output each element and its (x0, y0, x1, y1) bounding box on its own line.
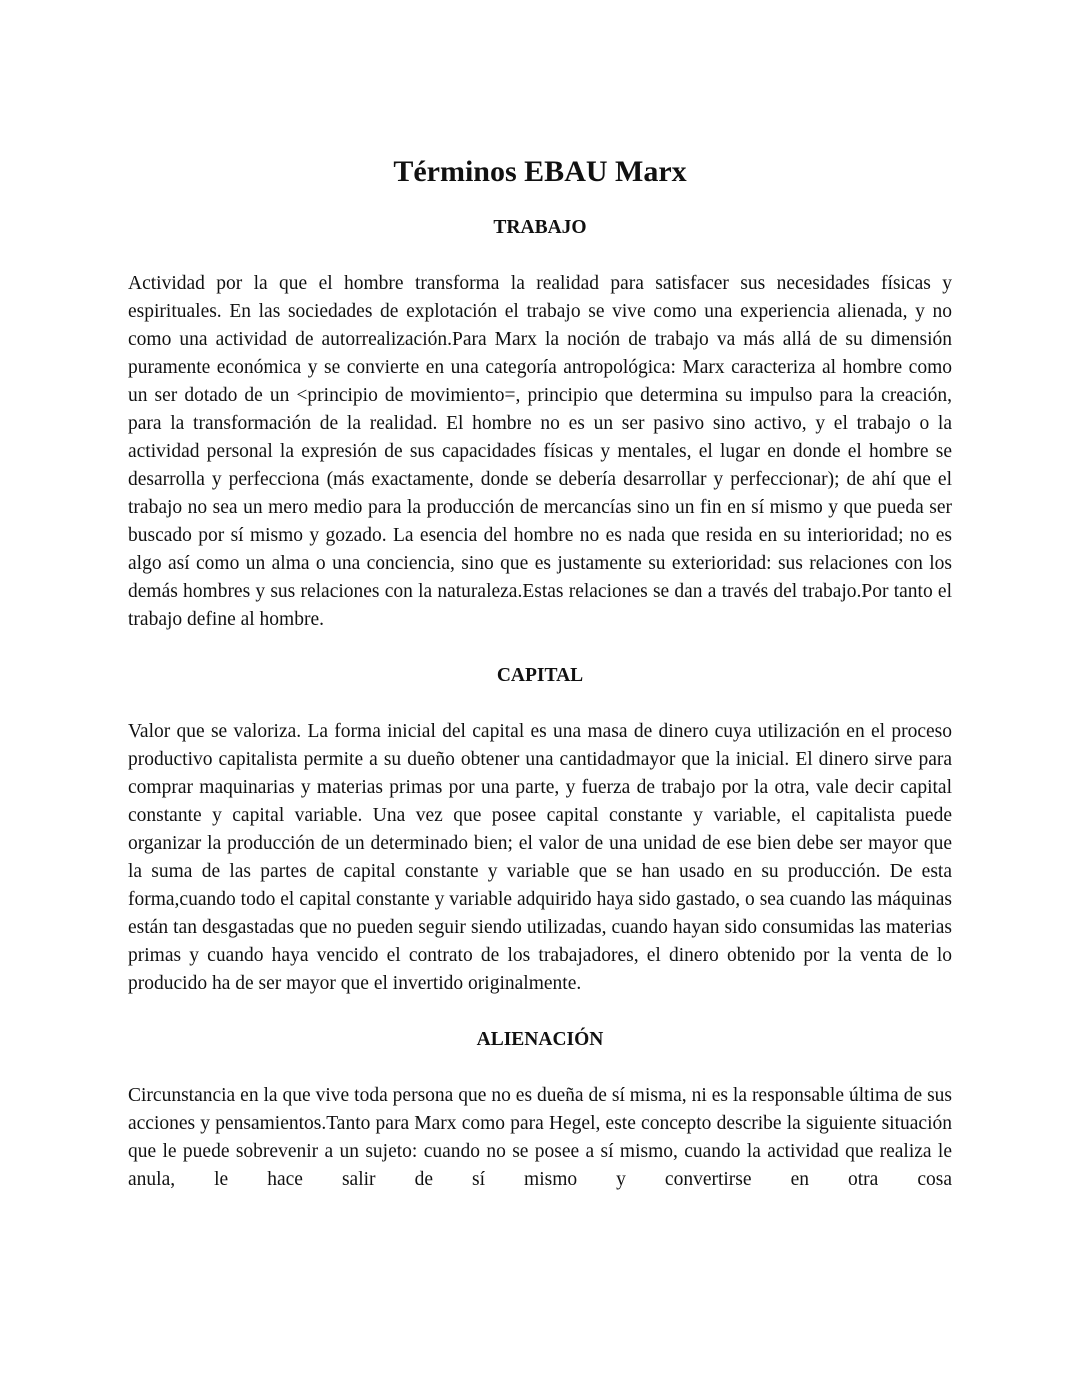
section-paragraph: Actividad por la que el hombre transforma la realidad para satisfacer sus necesidades físicas y espirituales. En las sociedades de explotación el trabajo se vive como una experiencia alienada, y no como una actividad de autorrealización.Para Marx la noción de trabajo va más allá de su dimensión puramente económica y se convierte en una categoría antropológica: Marx caracteriza al hombre como un ser dotado de un <principio de movimiento=, principio que determina su impulso para la creación, para la transformación de la realidad. El hombre no es un ser pasivo sino activo, y el trabajo o la actividad personal la expresión de sus capacidades físicas y mentales, el lugar en donde el hombre se desarrolla y perfecciona (más exactamente, donde se debería desarrollar y perfeccionar); de ahí que el trabajo no sea un mero medio para la producción de mercancías sino un fin en sí mismo y que pueda ser buscado por sí mismo y gozado. La esencia del hombre no es nada que resida en su interioridad; no es algo así como un alma o una conciencia, sino que es justamente su exterioridad: sus relaciones con los demás hombres y sus relaciones con la naturaleza.Estas relaciones se dan a través del trabajo.Por tanto el trabajo define al hombre. (128, 273, 952, 630)
section-paragraph: Valor que se valoriza. La forma inicial del capital es una masa de dinero cuya utilización en el proceso productivo capitalista permite a su dueño obtener una cantidadmayor que la inicial. El dinero sirve para comprar maquinarias y materias primas por una parte, y fuerza de trabajo por la otra, vale decir capital constante y capital variable. Una vez que posee capital constante y variable, el capitalista puede organizar la producción de un determinado bien; el valor de una unidad de ese bien debe ser mayor que la suma de las partes de capital constante y variable que se han usado en su producción. De esta forma,cuando todo el capital constante y variable adquirido haya sido gastado, o sea cuando las máquinas están tan desgastadas que no pueden seguir siendo utilizadas, cuando hayan sido consumidas las materias primas y cuando haya vencido el contrato de los trabajadores, el dinero obtenido por la venta de lo producido ha de ser mayor que el invertido originalmente. (128, 721, 952, 994)
section-paragraph: Circunstancia en la que vive toda persona que no es dueña de sí misma, ni es la responsable última de sus acciones y pensamientos.Tanto para Marx como para Hegel, este concepto describe la siguiente situación que le puede sobrevenir a un sujeto: cuando no se posee a sí mismo, cuando la actividad que realiza le anula, le hace salir de sí mismo y convertirse en otra cosa (128, 1085, 952, 1190)
section-heading: CAPITAL (496, 665, 584, 686)
section-heading: ALIENACIÓN (476, 1029, 604, 1050)
document-page (128, 150, 952, 1194)
section-trabajo (128, 214, 952, 634)
section-alienacion (128, 1026, 952, 1194)
document-title: Términos EBAU Marx (393, 155, 687, 188)
section-heading: TRABAJO (493, 217, 587, 238)
section-capital (128, 662, 952, 998)
